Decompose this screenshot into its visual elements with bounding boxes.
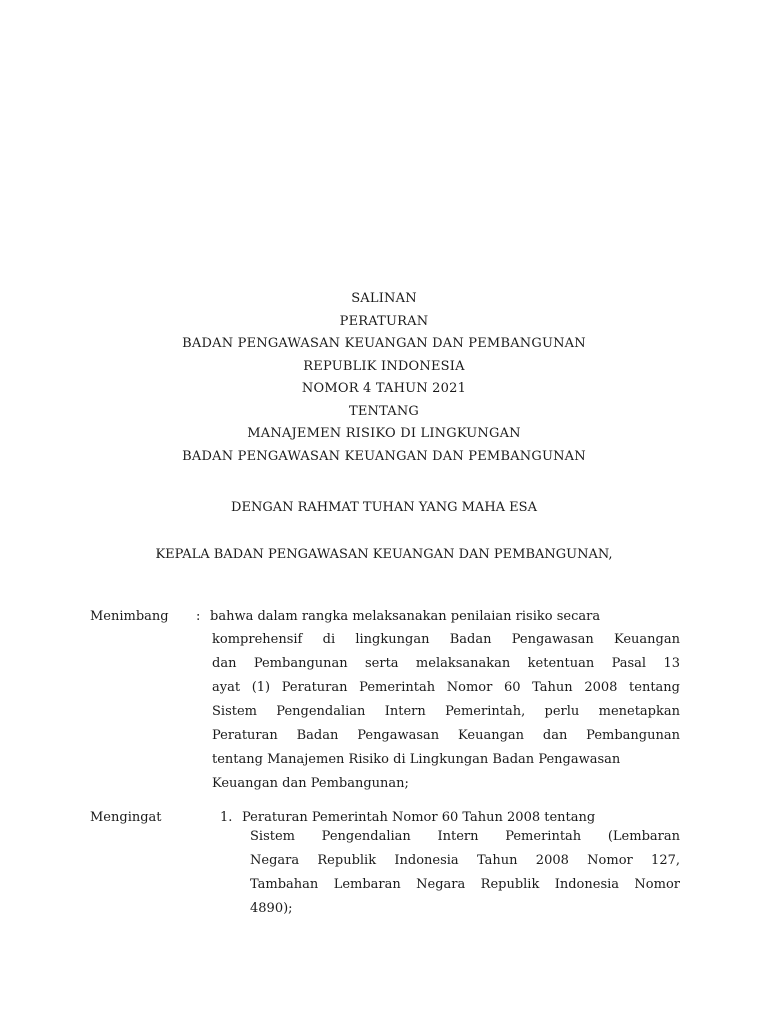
country-name: REPUBLIK INDONESIA (303, 358, 465, 374)
regulation-subject-line-1: MANAJEMEN RISIKO DI LINGKUNGAN (247, 426, 521, 441)
regulation-subject-line-2: BADAN PENGAWASAN KEUANGAN DAN PEMBANGUNAN (182, 448, 586, 464)
document-type: PERATURAN (339, 313, 429, 329)
remembering-term: Mengingat (90, 810, 162, 825)
regulation-number: NOMOR 4 TAHUN 2021 (301, 381, 467, 396)
list-item-line: Tambahan Lembaran Negara Republik Indonesia Nomor (250, 877, 680, 892)
list-item-number: 1. (220, 810, 233, 825)
list-item-first-line: Peraturan Pemerintah Nomor 60 Tahun 2008 tentang (242, 810, 596, 825)
considering-line: tentang Manajemen Risiko di Lingkungan Badan Pengawasan (212, 752, 621, 767)
copy-label: SALINAN (351, 291, 417, 306)
issuing-official: KEPALA BADAN PENGAWASAN KEUANGAN DAN PEMBANGUNAN, (155, 547, 613, 562)
list-item-line: 4890); (250, 901, 293, 916)
considering-first-line: bahwa dalam rangka melaksanakan penilaian risiko secara (210, 609, 601, 624)
issuing-agency: BADAN PENGAWASAN KEUANGAN DAN PEMBANGUNAN (182, 336, 586, 351)
blessing-line: DENGAN RAHMAT TUHAN YANG MAHA ESA (231, 500, 537, 515)
list-item-line: Negara Republik Indonesia Tahun 2008 Nomor 127, (250, 853, 680, 868)
list-item-line: Sistem Pengendalian Intern Pemerintah (Lembaran (250, 829, 680, 844)
considering-text (212, 628, 680, 796)
about-label: TENTANG (348, 403, 420, 419)
considering-line: Sistem Pengendalian Intern Pemerintah, perlu menetapkan (212, 704, 680, 719)
considering-colon: : (196, 609, 201, 624)
considering-line: Peraturan Badan Pengawasan Keuangan dan Pembangunan (212, 728, 680, 743)
considering-line: komprehensif di lingkungan Badan Pengawasan Keuangan (212, 632, 680, 647)
list-item-text (250, 825, 680, 921)
considering-line: Keuangan dan Pembangunan; (212, 776, 409, 791)
considering-term: Menimbang (90, 609, 169, 624)
considering-line: ayat (1) Peraturan Pemerintah Nomor 60 Tahun 2008 tentang (212, 680, 680, 695)
considering-line: dan Pembangunan serta melaksanakan ketentuan Pasal 13 (212, 656, 680, 671)
regulation-heading (0, 288, 768, 468)
